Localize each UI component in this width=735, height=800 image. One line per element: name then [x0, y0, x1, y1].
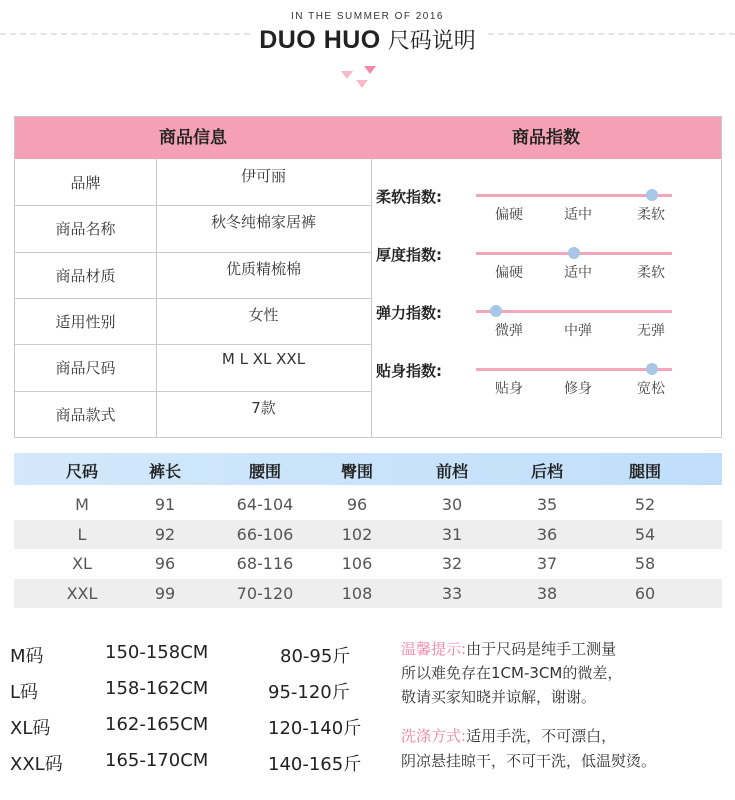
- recommend-weight: 140-165斤: [268, 754, 362, 775]
- row-divider: [15, 344, 371, 345]
- size-table-cell: 70-120: [236, 583, 294, 603]
- size-table-cell: 99: [154, 583, 176, 603]
- index-bar: [476, 368, 672, 371]
- product-index-heading: 商品指数: [512, 128, 580, 148]
- index-tick-label: 修身: [564, 381, 592, 397]
- info-label: 商品名称: [55, 220, 116, 239]
- info-label: 商品款式: [55, 405, 116, 424]
- info-header-bar: [15, 117, 721, 159]
- wash-line: 阴凉悬挂晾干，不可干洗，低温熨烫。: [401, 752, 657, 770]
- size-table-cell: 37: [536, 554, 558, 573]
- wash-label: 洗涤方式:: [401, 727, 467, 745]
- product-info-heading: 商品信息: [159, 128, 227, 148]
- size-table-header-cell: 尺码: [65, 462, 98, 481]
- size-table-cell: 96: [346, 495, 368, 514]
- index-tick-label: 贴身: [495, 381, 523, 397]
- index-bar: [476, 310, 672, 313]
- index-label: 柔软指数:: [376, 188, 442, 206]
- size-table-header-cell: 腿围: [628, 462, 661, 481]
- index-tick-label: 微弹: [495, 323, 523, 339]
- row-divider: [15, 298, 371, 299]
- triangle-decoration-icon: [341, 71, 353, 79]
- triangle-decoration-icon: [356, 80, 368, 88]
- size-table-cell: XXL: [66, 583, 98, 603]
- wash-line: [401, 725, 616, 746]
- size-table-cell: 32: [441, 554, 463, 573]
- info-value: 伊可丽: [240, 167, 286, 185]
- size-table-cell: 30: [441, 495, 463, 514]
- recommend-height: 150-158CM: [105, 642, 209, 663]
- index-bar: [476, 194, 672, 197]
- size-table-header-cell: 腰围: [248, 462, 281, 481]
- tip-text: 由于尺码是纯手工测量: [466, 640, 617, 658]
- size-table-cell: 35: [536, 495, 558, 514]
- size-table-cell: 102: [341, 524, 373, 544]
- size-table-cell: 60: [634, 583, 656, 603]
- row-divider: [15, 391, 371, 392]
- index-tick-label: 中弹: [564, 323, 592, 339]
- recommend-size: L码: [10, 682, 39, 703]
- index-level-dot: [568, 247, 580, 259]
- info-value: 7款: [251, 398, 276, 417]
- index-tick-label: 柔软: [637, 207, 665, 223]
- index-tick-label: 适中: [564, 207, 592, 223]
- tip-line: [401, 638, 616, 659]
- tip-line: 敬请买家知晓并谅解，谢谢。: [401, 688, 597, 706]
- title-suffix: 尺码说明: [387, 29, 476, 54]
- info-value: 优质精梳棉: [225, 259, 301, 278]
- index-level-dot: [490, 305, 502, 317]
- info-label: 商品尺码: [55, 359, 116, 378]
- recommend-height: 165-170CM: [105, 750, 209, 771]
- size-table-cell: 52: [634, 495, 656, 514]
- header-subtitle: IN THE SUMMER OF 2016: [290, 11, 444, 22]
- wash-text: 适用手洗，不可漂白，: [466, 727, 617, 745]
- info-value: 女性: [248, 305, 279, 324]
- recommend-size: XL码: [10, 718, 51, 739]
- info-value: M L XL XXL: [221, 350, 306, 369]
- size-table-cell: 31: [441, 524, 463, 544]
- tip-line: 所以难免存在1CM-3CM的微差，: [401, 664, 623, 682]
- row-divider: [15, 205, 371, 206]
- size-table-cell: 92: [154, 524, 176, 544]
- recommend-height: 158-162CM: [105, 678, 209, 699]
- page-title: [0, 24, 735, 55]
- index-tick-label: 宽松: [637, 381, 665, 397]
- size-table-cell: 106: [341, 554, 373, 573]
- recommend-weight: 80-95斤: [280, 646, 351, 667]
- info-label: 品牌: [70, 174, 101, 192]
- recommend-height: 162-165CM: [105, 714, 209, 735]
- size-table-cell: L: [77, 524, 87, 544]
- info-label: 适用性别: [55, 312, 116, 331]
- index-tick-label: 偏硬: [495, 207, 523, 223]
- index-label: 弹力指数:: [376, 304, 442, 322]
- size-table-cell: M: [75, 495, 89, 514]
- recommend-weight: 120-140斤: [268, 718, 362, 739]
- index-tick-label: 柔软: [637, 265, 665, 281]
- size-table-cell: 96: [154, 554, 176, 573]
- size-table-header-cell: 裤长: [148, 462, 181, 481]
- size-table-cell: XL: [72, 554, 92, 573]
- index-label: 贴身指数:: [376, 362, 442, 380]
- size-table-cell: 91: [154, 495, 176, 514]
- triangle-decoration-icon: [364, 66, 376, 74]
- recommend-weight: 95-120斤: [268, 682, 350, 703]
- size-table-cell: 68-116: [236, 554, 294, 573]
- size-table-header-cell: 前档: [435, 462, 468, 481]
- info-value: 秋冬纯棉家居裤: [210, 213, 316, 232]
- index-label: 厚度指数:: [376, 246, 442, 264]
- column-divider: [371, 159, 372, 437]
- size-table-cell: 54: [634, 524, 656, 544]
- size-table-header-cell: 臀围: [340, 462, 373, 481]
- tip-label: 温馨提示:: [401, 640, 467, 658]
- recommend-size: M码: [10, 646, 44, 667]
- brand-name: DUO HUO: [259, 26, 381, 54]
- index-tick-label: 适中: [564, 265, 592, 281]
- index-tick-label: 无弹: [637, 323, 665, 339]
- product-info-panel: [14, 116, 722, 438]
- size-table-cell: 66-106: [236, 524, 294, 544]
- info-label: 商品材质: [55, 266, 116, 285]
- recommend-size: XXL码: [10, 754, 63, 775]
- size-table-header-cell: 后档: [530, 462, 563, 481]
- size-table-cell: 36: [536, 524, 558, 544]
- size-table-cell: 58: [634, 554, 656, 573]
- size-table-cell: 108: [341, 583, 373, 603]
- size-table-cell: 33: [441, 583, 463, 603]
- index-tick-label: 偏硬: [495, 265, 523, 281]
- size-table-cell: 38: [536, 583, 558, 603]
- size-table-cell: 64-104: [236, 495, 294, 514]
- row-divider: [15, 252, 371, 253]
